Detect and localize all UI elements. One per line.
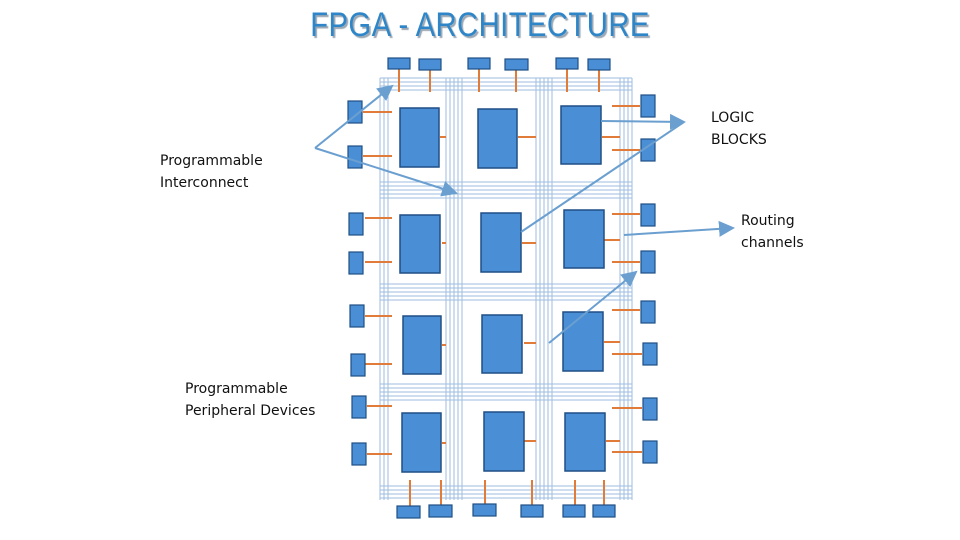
io-pad	[352, 396, 366, 418]
label-line: Programmable	[160, 153, 263, 169]
label-line: Peripheral Devices	[185, 403, 316, 419]
logic-block	[403, 316, 441, 374]
logic-block	[561, 106, 601, 164]
logic-blocks	[400, 106, 605, 472]
io-pad	[473, 504, 496, 516]
label-line: Interconnect	[160, 175, 249, 191]
logic-block	[481, 213, 521, 272]
logic-block	[484, 412, 524, 471]
io-pad	[352, 443, 366, 465]
io-pad	[397, 506, 420, 518]
io-pad	[643, 441, 657, 463]
io-pad	[350, 305, 364, 327]
io-pad	[505, 59, 528, 70]
io-pad	[521, 505, 543, 517]
logic-block	[565, 413, 605, 471]
callout-arrows	[315, 86, 733, 343]
io-pad	[643, 343, 657, 365]
label-line: Programmable	[185, 381, 288, 397]
io-pad	[641, 301, 655, 323]
logic-block	[402, 413, 441, 472]
io-pad	[429, 505, 452, 517]
io-pad	[468, 58, 490, 69]
logic-block	[400, 215, 440, 273]
io-pad	[641, 95, 655, 117]
io-pad	[351, 354, 365, 376]
logic-block	[478, 109, 517, 168]
io-pad	[419, 59, 441, 70]
label-line: channels	[741, 235, 804, 251]
label-routing-channels	[741, 210, 804, 254]
label-programmable-interconnect	[160, 150, 263, 194]
label-programmable-peripheral-devices	[185, 378, 315, 422]
io-pad	[593, 505, 615, 517]
io-pad	[641, 251, 655, 273]
io-pad	[563, 505, 585, 517]
logic-block	[482, 315, 522, 373]
logic-block	[563, 312, 603, 371]
diagram-title: FPGA - ARCHITECTURE	[310, 6, 650, 44]
logic-block	[564, 210, 604, 268]
label-line: Routing	[741, 213, 795, 229]
logic-block	[400, 108, 439, 167]
arrow-logic-blocks-a	[601, 121, 684, 122]
io-pad	[388, 58, 410, 69]
io-pad	[556, 58, 578, 69]
io-pad	[349, 252, 363, 274]
label-line: BLOCKS	[711, 132, 767, 148]
io-pad	[641, 204, 655, 226]
arrow-routing-a	[624, 228, 733, 235]
io-pad	[349, 213, 363, 235]
label-logic-blocks	[711, 107, 767, 151]
io-pad	[348, 146, 362, 168]
io-pad	[588, 59, 610, 70]
io-pad	[643, 398, 657, 420]
label-line: LOGIC	[711, 110, 755, 126]
